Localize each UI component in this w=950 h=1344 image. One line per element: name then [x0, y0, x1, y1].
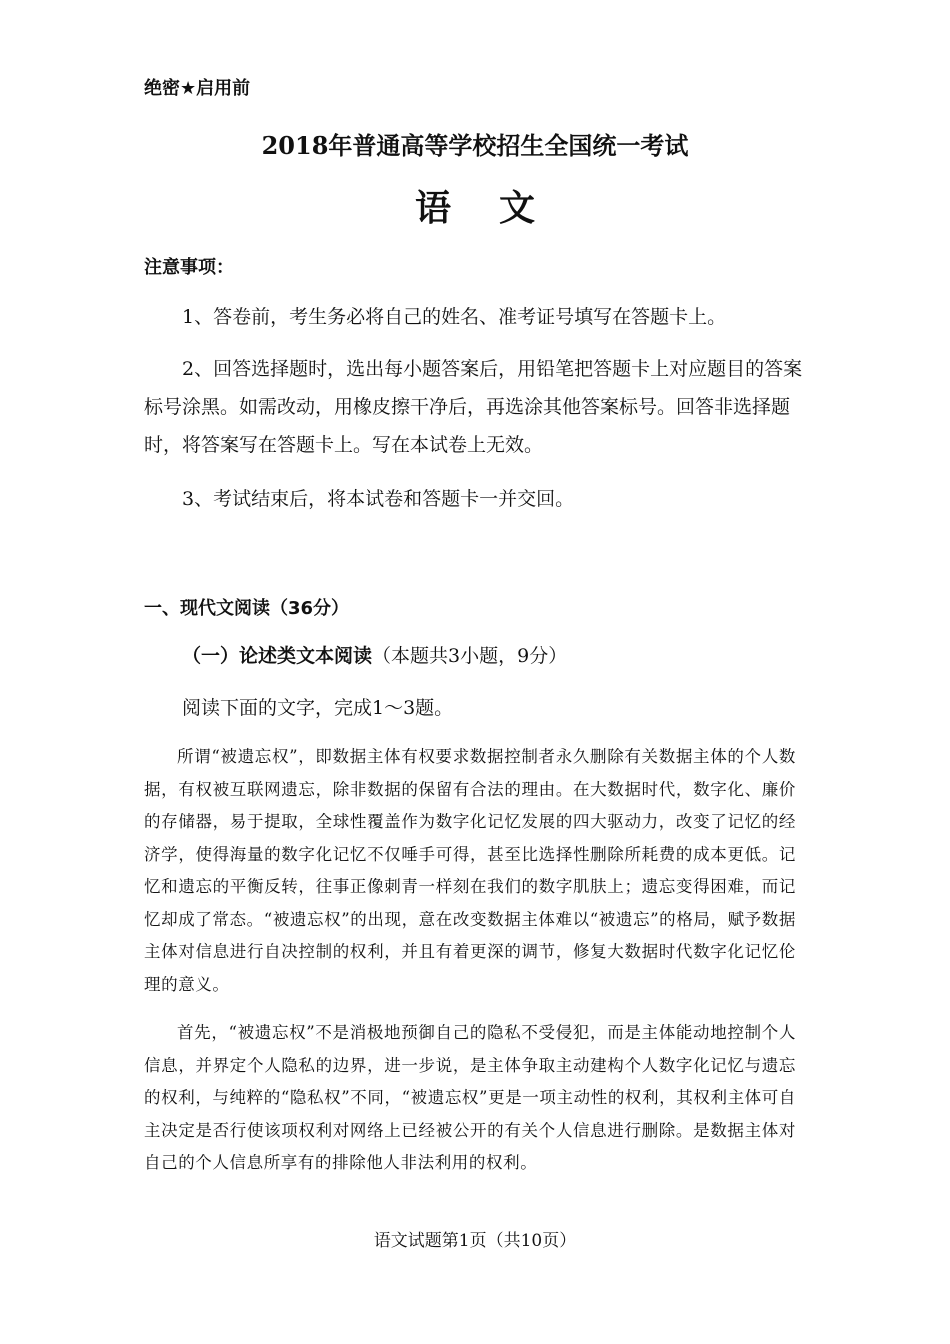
notice-heading: 注意事项：: [144, 257, 234, 278]
notice-item-2: 2、回答选择题时，选出每小题答案后，用铅笔把答题卡上对应题目的答案标号涂黑。如需改动，用橡皮擦干净后，再选涂其他答案标号。回答非选择题时，将答案写在答题卡上。写在本试卷上无效。: [144, 358, 803, 456]
page-footer: 语文试题第1页（共10页）: [373, 1231, 577, 1251]
reading-instruction: 阅读下面的文字，完成1～3题。: [182, 697, 454, 719]
sub-section-note: （本题共3小题，9分）: [372, 645, 568, 667]
sub-section-heading: [182, 641, 567, 668]
exam-title: 2018年普通高等学校招生全国统一考试: [261, 131, 689, 160]
notice-item-3: 3、考试结束后，将本试卷和答题卡一并交回。: [182, 488, 575, 510]
notice-item-1: 1、答卷前，考生务必将自己的姓名、准考证号填写在答题卡上。: [182, 306, 727, 328]
section-heading: 一、现代文阅读（36分）: [144, 598, 350, 619]
passage-paragraph-1: 所谓“被遗忘权”，即数据主体有权要求数据控制者永久删除有关数据主体的个人数据，有权被互联网遗忘，除非数据的保留有合法的理由。在大数据时代，数字化、廉价的存储器，易于提取，全球性覆盖作为数字化记忆发展的四大驱动力，改变了记忆的经济学，使得海量的数字化记忆不仅唾手可得，甚至比选择性删除所耗费的成本更低。记忆和遗忘的平衡反转，往事正像刺青一样刻在我们的数字肌肤上；遗忘变得困难，而记忆却成了常态。“被遗忘权”的出现，意在改变数据主体难以“被遗忘”的格局，赋予数据主体对信息进行自决控制的权利，并且有着更深的调节，修复大数据时代数字化记忆伦理的意义。: [144, 747, 796, 994]
subject-title: 语文: [414, 187, 583, 229]
passage-paragraph-2: 首先，“被遗忘权”不是消极地预御自己的隐私不受侵犯，而是主体能动地控制个人信息，并界定个人隐私的边界，进一步说，是主体争取主动建构个人数字化记忆与遗忘的权利，与纯粹的“隐私权”不同，“被遗忘权”更是一项主动性的权利，其权利主体可自主决定是否行使该项权利对网络上已经被公开的有关个人信息进行删除。是数据主体对自己的个人信息所享有的排除他人非法利用的权利。: [144, 1023, 796, 1172]
sub-section-title: （一）论述类文本阅读: [182, 645, 373, 667]
confidential-mark: 绝密★启用前: [144, 78, 251, 99]
